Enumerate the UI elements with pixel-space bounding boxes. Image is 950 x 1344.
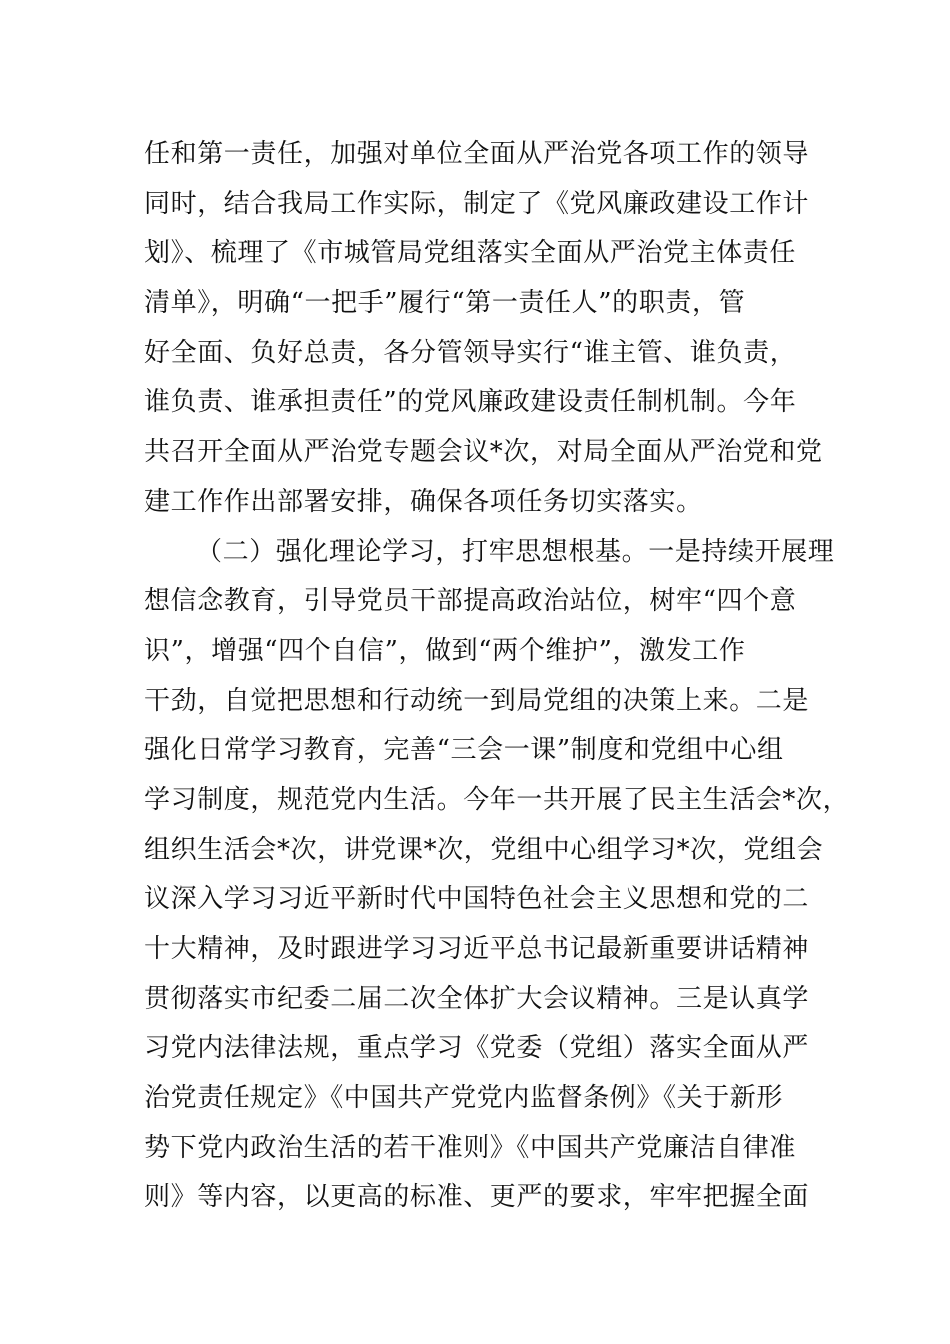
text-line: 组织生活会*次，讲党课*次，党组中心组学习*次，党组会 — [144, 834, 824, 865]
text-line: 谁负责、谁承担责任”的党风廉政建设责任制机制。今年 — [144, 387, 797, 418]
text-line: 任和第一责任，加强对单位全面从严治党各项工作的领导 — [144, 139, 810, 169]
text-line: 划》、梳理了《市城管局党组落实全面从严治党主体责任 — [144, 238, 797, 269]
text-line: 想信念教育，引导党员干部提高政治站位，树牢“四个意 — [144, 586, 797, 617]
text-line: 贯彻落实市纪委二届二次全体扩大会议精神。三是认真学 — [144, 983, 810, 1014]
body-text — [144, 130, 850, 1223]
text-line: 好全面、负好总责，各分管领导实行“谁主管、谁负责， — [144, 337, 797, 368]
text-line: 十大精神，及时跟进学习习近平总书记最新重要讲话精神 — [144, 934, 810, 964]
text-line: 同时，结合我局工作实际，制定了《党风廉政建设工作计 — [144, 188, 810, 219]
text-line: 识”，增强“四个自信”，做到“两个维护”，激发工作 — [144, 635, 746, 666]
text-line: 学习制度，规范党内生活。今年一共开展了民主生活会*次， — [144, 784, 850, 815]
text-line: 建工作作出部署安排，确保各项任务切实落实。 — [144, 486, 703, 517]
text-line: 共召开全面从严治党专题会议*次，对局全面从严治党和党 — [144, 437, 823, 468]
section-heading-line: （二）强化理论学习，打牢思想根基。一是持续开展理 — [196, 536, 835, 567]
text-line: 习党内法律法规，重点学习《党委（党组）落实全面从严 — [144, 1033, 810, 1064]
text-line: 治党责任规定》《中国共产党党内监督条例》《关于新形 — [144, 1083, 784, 1114]
text-line: 清单》，明确“一把手”履行“第一责任人”的职责，管 — [144, 288, 746, 319]
text-line: 则》等内容，以更高的标准、更严的要求，牢牢把握全面 — [144, 1182, 810, 1213]
text-line: 议深入学习习近平新时代中国特色社会主义思想和党的二 — [144, 884, 810, 915]
text-line: 干劲，自觉把思想和行动统一到局党组的决策上来。二是 — [144, 685, 810, 716]
text-line: 强化日常学习教育，完善“三会一课”制度和党组中心组 — [144, 735, 784, 766]
text-line: 势下党内政治生活的若干准则》《中国共产党廉洁自律准 — [144, 1132, 797, 1163]
